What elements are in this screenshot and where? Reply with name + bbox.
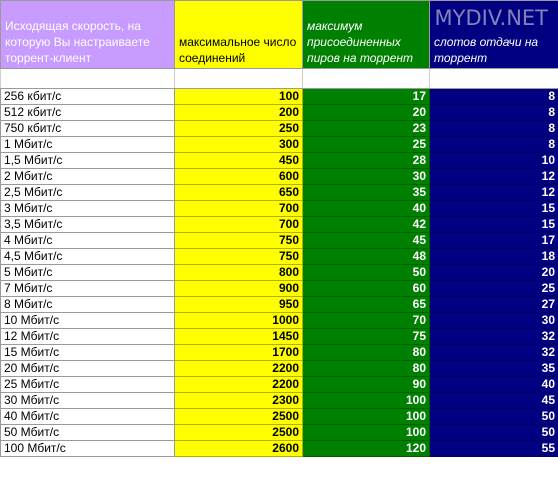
header-slots[interactable]: слотов отдачи на торрент (430, 1, 558, 69)
peers-cell[interactable]: 100 (303, 409, 430, 425)
peers-cell[interactable]: 28 (303, 153, 430, 169)
slots-cell[interactable]: 8 (430, 121, 558, 137)
slots-cell[interactable]: 12 (430, 169, 558, 185)
connections-cell[interactable]: 700 (175, 201, 303, 217)
speed-cell[interactable]: 100 Мбит/с (1, 441, 175, 457)
table-row (1, 121, 558, 137)
peers-cell[interactable]: 45 (303, 233, 430, 249)
peers-cell[interactable]: 20 (303, 105, 430, 121)
table-row (1, 329, 558, 345)
empty-row (1, 69, 558, 89)
slots-cell[interactable]: 10 (430, 153, 558, 169)
peers-cell[interactable]: 50 (303, 265, 430, 281)
table-row (1, 313, 558, 329)
speed-cell[interactable]: 25 Мбит/с (1, 377, 175, 393)
peers-cell[interactable]: 90 (303, 377, 430, 393)
peers-cell[interactable]: 80 (303, 361, 430, 377)
speed-cell[interactable]: 40 Мбит/с (1, 409, 175, 425)
connections-cell[interactable]: 1450 (175, 329, 303, 345)
slots-cell[interactable]: 25 (430, 281, 558, 297)
connections-cell[interactable]: 1700 (175, 345, 303, 361)
slots-cell[interactable]: 35 (430, 361, 558, 377)
connections-cell[interactable]: 750 (175, 249, 303, 265)
slots-cell[interactable]: 50 (430, 409, 558, 425)
connections-cell[interactable]: 700 (175, 217, 303, 233)
slots-cell[interactable]: 20 (430, 265, 558, 281)
speed-cell[interactable]: 1 Мбит/с (1, 137, 175, 153)
connections-cell[interactable]: 750 (175, 233, 303, 249)
table-row (1, 185, 558, 201)
table-row (1, 345, 558, 361)
peers-cell[interactable]: 23 (303, 121, 430, 137)
slots-cell[interactable]: 8 (430, 89, 558, 105)
peers-cell[interactable]: 120 (303, 441, 430, 457)
empty-cell[interactable] (175, 69, 303, 89)
slots-cell[interactable]: 27 (430, 297, 558, 313)
connections-cell[interactable]: 250 (175, 121, 303, 137)
table-row (1, 233, 558, 249)
peers-cell[interactable]: 17 (303, 89, 430, 105)
speed-cell[interactable]: 15 Мбит/с (1, 345, 175, 361)
peers-cell[interactable]: 100 (303, 393, 430, 409)
connections-cell[interactable]: 800 (175, 265, 303, 281)
table-row (1, 409, 558, 425)
table-body (1, 69, 558, 457)
slots-cell[interactable]: 8 (430, 105, 558, 121)
speed-cell[interactable]: 50 Мбит/с (1, 425, 175, 441)
connections-cell[interactable]: 900 (175, 281, 303, 297)
speed-cell[interactable]: 4 Мбит/с (1, 233, 175, 249)
empty-cell[interactable] (303, 69, 430, 89)
header-connections[interactable]: максимальное число соединений (175, 1, 303, 69)
connections-cell[interactable]: 2500 (175, 409, 303, 425)
table-row (1, 297, 558, 313)
speed-cell[interactable]: 3,5 Мбит/с (1, 217, 175, 233)
speed-cell[interactable]: 10 Мбит/с (1, 313, 175, 329)
speed-cell[interactable]: 4,5 Мбит/с (1, 249, 175, 265)
slots-cell[interactable]: 15 (430, 217, 558, 233)
table-row (1, 249, 558, 265)
slots-cell[interactable]: 15 (430, 201, 558, 217)
empty-cell[interactable] (430, 69, 558, 89)
table-row (1, 153, 558, 169)
connections-cell[interactable]: 2300 (175, 393, 303, 409)
peers-cell[interactable]: 75 (303, 329, 430, 345)
table-row (1, 393, 558, 409)
slots-cell[interactable]: 30 (430, 313, 558, 329)
speed-cell[interactable]: 256 кбит/с (1, 89, 175, 105)
connections-cell[interactable]: 100 (175, 89, 303, 105)
table-row (1, 169, 558, 185)
slots-cell[interactable]: 45 (430, 393, 558, 409)
speed-cell[interactable]: 2 Мбит/с (1, 169, 175, 185)
peers-cell[interactable]: 25 (303, 137, 430, 153)
connections-cell[interactable]: 300 (175, 137, 303, 153)
speed-cell[interactable]: 30 Мбит/с (1, 393, 175, 409)
connections-cell[interactable]: 1000 (175, 313, 303, 329)
peers-cell[interactable]: 40 (303, 201, 430, 217)
connections-cell[interactable]: 200 (175, 105, 303, 121)
table-row (1, 89, 558, 105)
header-row (1, 1, 558, 69)
slots-cell[interactable]: 32 (430, 329, 558, 345)
speed-cell[interactable]: 12 Мбит/с (1, 329, 175, 345)
table-row (1, 377, 558, 393)
speed-cell[interactable]: 2,5 Мбит/с (1, 185, 175, 201)
connections-cell[interactable]: 2200 (175, 361, 303, 377)
peers-cell[interactable]: 35 (303, 185, 430, 201)
header-peers[interactable]: максимум присоединенных пиров на торрент (303, 1, 430, 69)
watermark-text: MYDIV.NET (434, 6, 548, 30)
table-row (1, 201, 558, 217)
empty-cell[interactable] (1, 69, 175, 89)
peers-cell[interactable]: 30 (303, 169, 430, 185)
table-row (1, 425, 558, 441)
connections-cell[interactable]: 2200 (175, 377, 303, 393)
peers-cell[interactable]: 100 (303, 425, 430, 441)
slots-cell[interactable]: 40 (430, 377, 558, 393)
peers-cell[interactable]: 60 (303, 281, 430, 297)
slots-cell[interactable]: 50 (430, 425, 558, 441)
connections-cell[interactable]: 950 (175, 297, 303, 313)
peers-cell[interactable]: 70 (303, 313, 430, 329)
speed-cell[interactable]: 7 Мбит/с (1, 281, 175, 297)
speed-cell[interactable]: 5 Мбит/с (1, 265, 175, 281)
table-row (1, 137, 558, 153)
connections-cell[interactable]: 600 (175, 169, 303, 185)
header-speed[interactable]: Исходящая скорость, на которую Вы настраиваете торрент-клиент (1, 1, 175, 69)
slots-cell[interactable]: 12 (430, 185, 558, 201)
connections-cell[interactable]: 2600 (175, 441, 303, 457)
peers-cell[interactable]: 80 (303, 345, 430, 361)
table-row (1, 105, 558, 121)
slots-cell[interactable]: 17 (430, 233, 558, 249)
connections-cell[interactable]: 2500 (175, 425, 303, 441)
slots-cell[interactable]: 18 (430, 249, 558, 265)
slots-cell[interactable]: 8 (430, 137, 558, 153)
table-row (1, 361, 558, 377)
peers-cell[interactable]: 48 (303, 249, 430, 265)
peers-cell[interactable]: 42 (303, 217, 430, 233)
slots-cell[interactable]: 32 (430, 345, 558, 361)
peers-cell[interactable]: 65 (303, 297, 430, 313)
connections-cell[interactable]: 650 (175, 185, 303, 201)
speed-cell[interactable]: 1,5 Мбит/с (1, 153, 175, 169)
slots-cell[interactable]: 55 (430, 441, 558, 457)
speed-cell[interactable]: 750 кбит/с (1, 121, 175, 137)
speed-cell[interactable]: 3 Мбит/с (1, 201, 175, 217)
speed-cell[interactable]: 8 Мбит/с (1, 297, 175, 313)
speed-cell[interactable]: 20 Мбит/с (1, 361, 175, 377)
table-row (1, 217, 558, 233)
connections-cell[interactable]: 450 (175, 153, 303, 169)
table-row (1, 281, 558, 297)
speed-cell[interactable]: 512 кбит/с (1, 105, 175, 121)
table-row (1, 441, 558, 457)
table-row (1, 265, 558, 281)
